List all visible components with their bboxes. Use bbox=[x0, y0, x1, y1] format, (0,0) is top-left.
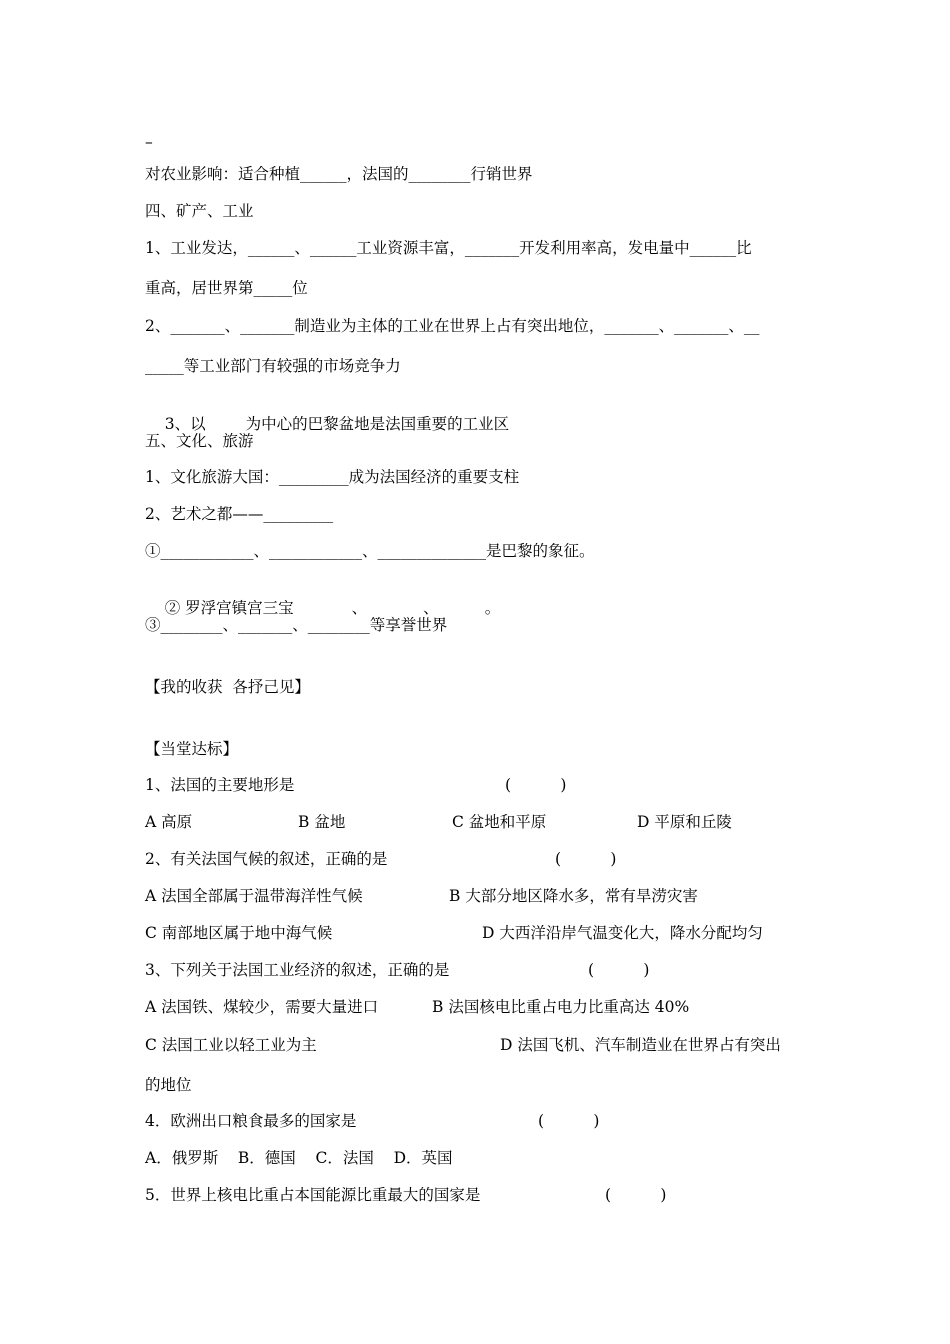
q2-option-d: D 大西洋沿岸气温变化大，降水分配均匀 bbox=[482, 924, 763, 942]
q3-option-a: A 法国铁、煤较少，需要大量进口 bbox=[145, 998, 379, 1016]
q1-option-a: A 高原 bbox=[145, 813, 193, 831]
q1-answer-paren: ( ) bbox=[505, 776, 567, 794]
q3-option-b: B 法国核电比重占电力比重高达 40% bbox=[432, 998, 690, 1016]
standard-heading: 【当堂达标】 bbox=[145, 740, 239, 758]
q2-answer-paren: ( ) bbox=[555, 850, 617, 868]
harvest-heading: 【我的收获 各抒己见】 bbox=[145, 678, 310, 696]
q4-answer-paren: ( ) bbox=[538, 1112, 600, 1130]
item-3-suffix: 为中心的巴黎盆地是法国重要的工业区 bbox=[245, 415, 510, 433]
q3-stem: 3、下列关于法国工业经济的叙述，正确的是 bbox=[145, 961, 450, 979]
sub-2-sep-2: 、 bbox=[423, 599, 439, 617]
top-mark: – bbox=[145, 133, 153, 151]
q2-option-a: A 法国全部属于温带海洋性气候 bbox=[145, 887, 363, 905]
section-5-sub-1: ①____________、____________、______________是巴黎的象征。 bbox=[145, 542, 595, 560]
sub-2-sep-1: 、 bbox=[351, 599, 368, 617]
section-4-title: 四、矿产、工业 bbox=[145, 202, 254, 220]
q3-option-d: D 法国飞机、汽车制造业在世界占有突出 bbox=[500, 1036, 781, 1054]
q5-answer-paren: ( ) bbox=[605, 1186, 667, 1204]
q2-stem: 2、有关法国气候的叙述，正确的是 bbox=[145, 850, 388, 868]
q4-options: A．俄罗斯 B．德国 C．法国 D．英国 bbox=[145, 1149, 453, 1167]
section-5-sub-3: ③________、_______、________等享誉世界 bbox=[145, 616, 448, 634]
q4-stem: 4．欧洲出口粮食最多的国家是 bbox=[145, 1112, 357, 1130]
section-5-item-1: 1、文化旅游大国：_________成为法国经济的重要支柱 bbox=[145, 468, 520, 486]
q5-stem: 5．世界上核电比重占本国能源比重最大的国家是 bbox=[145, 1186, 481, 1204]
q3-option-c: C 法国工业以轻工业为主 bbox=[145, 1036, 317, 1054]
q1-option-d: D 平原和丘陵 bbox=[637, 813, 732, 831]
q2-option-b: B 大部分地区降水多，常有旱涝灾害 bbox=[449, 887, 698, 905]
section-4-item-1b: 重高，居世界第_____位 bbox=[145, 279, 308, 297]
q3-option-d-continued: 的地位 bbox=[145, 1076, 192, 1094]
agriculture-line: 对农业影响：适合种植______，法国的________行销世界 bbox=[145, 165, 533, 183]
section-5-title: 五、文化、旅游 bbox=[145, 432, 254, 450]
section-4-item-2b: _____等工业部门有较强的市场竞争力 bbox=[145, 357, 401, 375]
section-5-item-2: 2、艺术之都——_________ bbox=[145, 505, 334, 523]
section-4-item-1a: 1、工业发达，______、______工业资源丰富，_______开发利用率高，发电量中______比 bbox=[145, 239, 752, 257]
section-4-item-2a: 2、_______、_______制造业为主体的工业在世界上占有突出地位，_______、_______、__ bbox=[145, 317, 760, 335]
q1-option-c: C 盆地和平原 bbox=[452, 813, 547, 831]
sub-2-text: ② 罗浮宫镇宫三宝 bbox=[164, 599, 294, 617]
q2-option-c: C 南部地区属于地中海气候 bbox=[145, 924, 333, 942]
sub-2-end: 。 bbox=[484, 599, 501, 617]
q1-stem: 1、法国的主要地形是 bbox=[145, 776, 295, 794]
q3-answer-paren: ( ) bbox=[588, 961, 650, 979]
item-3-prefix: 3、以 bbox=[164, 415, 206, 433]
q1-option-b: B 盆地 bbox=[298, 813, 346, 831]
